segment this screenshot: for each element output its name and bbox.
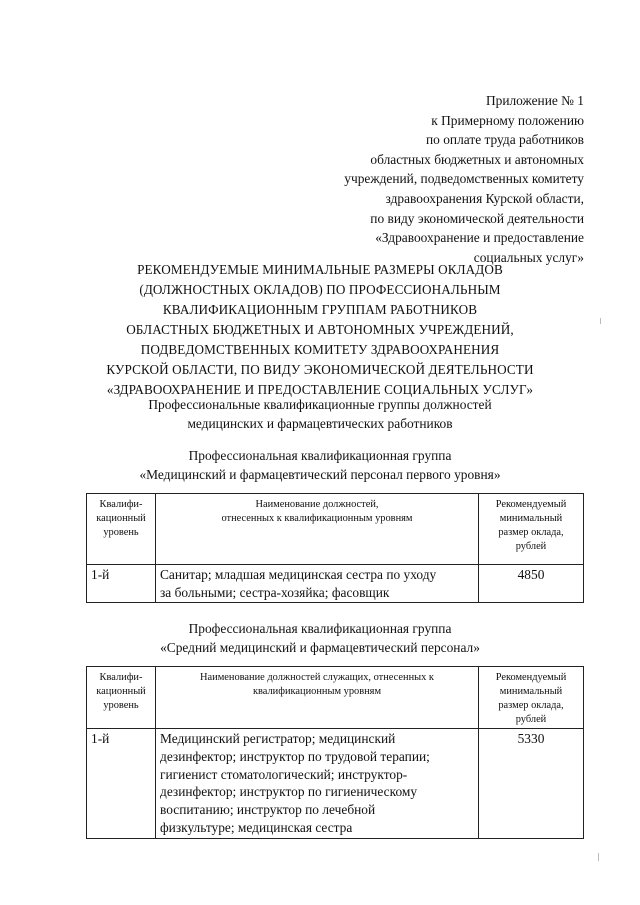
- heading-line: Профессиональная квалификационная группа: [188, 621, 452, 636]
- cell-text: гигиенист стоматологический; инструктор-: [160, 766, 408, 782]
- cell-text: дезинфектор; инструктор по трудовой терапии;: [160, 748, 430, 764]
- group1-heading: [60, 446, 580, 484]
- header-text: уровень: [103, 700, 139, 711]
- title-line: КВАЛИФИКАЦИОННЫМ ГРУППАМ РАБОТНИКОВ: [162, 302, 478, 317]
- cell-salary: 4850: [479, 565, 584, 603]
- header-level: [87, 494, 156, 565]
- title-line: «ЗДРАВООХРАНЕНИЕ И ПРЕДОСТАВЛЕНИЕ СОЦИАЛЬНЫХ УСЛУГ»: [106, 382, 534, 397]
- cell-text: за больными; сестра-хозяйка; фасовщик: [160, 584, 390, 600]
- cell-text: Медицинский регистратор; медицинский: [160, 731, 396, 746]
- header-text: уровень: [103, 527, 139, 538]
- group1-table: [86, 493, 584, 603]
- header-text: кационный: [96, 686, 146, 697]
- header-salary: [479, 667, 584, 729]
- header-text: размер оклада,: [498, 700, 564, 711]
- header-text: Наименование должностей служащих, отнесенных к: [200, 672, 434, 683]
- cell-name: [156, 565, 479, 603]
- header-text: Наименование должностей,: [255, 499, 379, 510]
- cell-text: дезинфектор; инструктор по гигиеническому: [160, 784, 418, 800]
- appendix-line: по виду экономической деятельности: [370, 210, 584, 226]
- title-line: (ДОЛЖНОСТНЫХ ОКЛАДОВ) ПО ПРОФЕССИОНАЛЬНЫМ: [139, 282, 501, 297]
- appendix-line: областных бюджетных и автономных: [370, 151, 584, 167]
- cell-salary: 5330: [479, 729, 584, 839]
- cell-text: Санитар; младшая медицинская сестра по уходу: [160, 567, 437, 582]
- table-row: [87, 565, 584, 603]
- header-text: Квалифи-: [99, 499, 143, 510]
- cell-name: [156, 729, 479, 839]
- heading-line: «Медицинский и фармацевтический персонал первого уровня»: [139, 467, 501, 482]
- scan-mark: [598, 853, 599, 861]
- header-text: размер оклада,: [498, 527, 564, 538]
- header-text: Квалифи-: [99, 672, 143, 683]
- title-line: КУРСКОЙ ОБЛАСТИ, ПО ВИДУ ЭКОНОМИЧЕСКОЙ ДЕЯТЕЛЬНОСТИ: [106, 362, 534, 377]
- group2-table: [86, 666, 584, 839]
- table-row: [87, 729, 584, 839]
- title-line: ПОДВЕДОМСТВЕННЫХ КОМИТЕТУ ЗДРАВООХРАНЕНИЯ: [140, 342, 500, 357]
- group2-heading: [60, 619, 580, 657]
- appendix-line: по оплате труда работников: [426, 132, 584, 148]
- header-level: [87, 667, 156, 729]
- cell-level: 1-й: [87, 729, 156, 839]
- header-text: минимальный: [499, 513, 563, 524]
- header-text: отнесенных к квалификационным уровням: [221, 513, 413, 524]
- heading-line: медицинских и фармацевтических работников: [187, 416, 453, 431]
- header-name: [156, 667, 479, 729]
- header-name: [156, 494, 479, 565]
- scan-mark: [600, 318, 601, 324]
- appendix-line: «Здравоохранение и предоставление: [375, 230, 584, 246]
- appendix-line: к Примерному положению: [431, 112, 584, 128]
- groups-heading: [60, 395, 580, 433]
- header-text: кационный: [96, 513, 146, 524]
- appendix-line: здравоохранения Курской области,: [385, 190, 584, 206]
- appendix-line: Приложение № 1: [485, 93, 584, 108]
- title-line: РЕКОМЕНДУЕМЫЕ МИНИМАЛЬНЫЕ РАЗМЕРЫ ОКЛАДОВ: [137, 262, 503, 277]
- cell-text: физкультуре; медицинская сестра: [160, 819, 353, 835]
- table-header-row: [87, 667, 584, 729]
- header-text: Рекомендуемый: [495, 499, 567, 510]
- header-text: рублей: [515, 714, 547, 725]
- appendix-reference: [264, 91, 584, 267]
- header-text: минимальный: [499, 686, 563, 697]
- page-title: [60, 260, 580, 400]
- header-text: Рекомендуемый: [495, 672, 567, 683]
- heading-line: «Средний медицинский и фармацевтический персонал»: [160, 640, 480, 655]
- header-text: рублей: [515, 541, 547, 552]
- cell-level: 1-й: [87, 565, 156, 603]
- header-salary: [479, 494, 584, 565]
- heading-line: Профессиональные квалификационные группы должностей: [148, 397, 492, 412]
- heading-line: Профессиональная квалификационная группа: [188, 448, 452, 463]
- appendix-line: социальных услуг»: [473, 249, 584, 265]
- table-header-row: [87, 494, 584, 565]
- title-line: ОБЛАСТНЫХ БЮДЖЕТНЫХ И АВТОНОМНЫХ УЧРЕЖДЕНИЙ,: [126, 322, 514, 337]
- appendix-line: учреждений, подведомственных комитету: [344, 171, 584, 187]
- cell-text: воспитанию; инструктор по лечебной: [160, 802, 376, 818]
- header-text: квалификационным уровням: [252, 686, 382, 697]
